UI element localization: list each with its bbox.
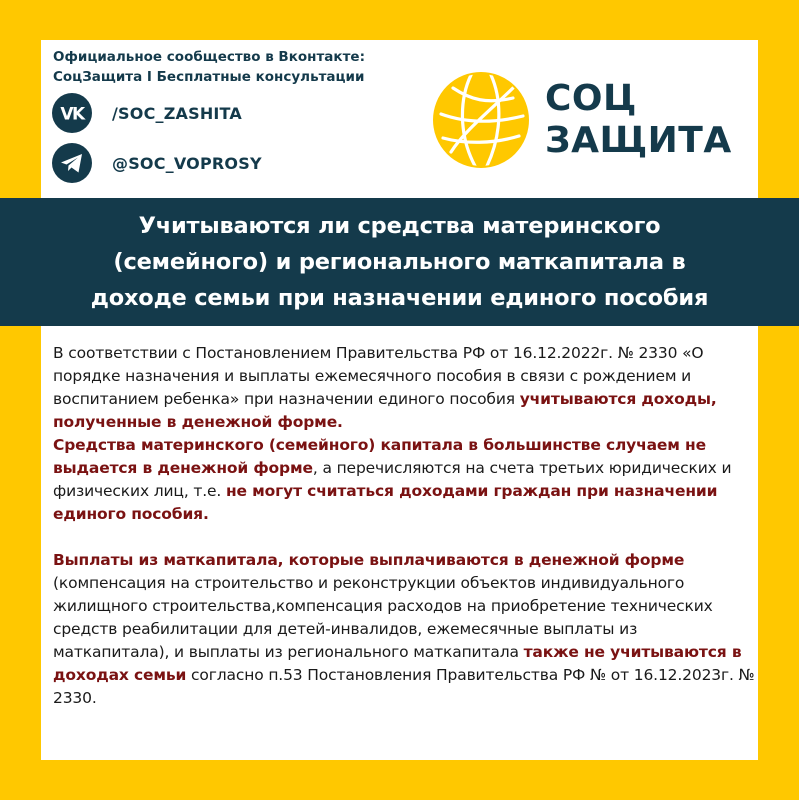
brand-line-2: ЗАЩИТА	[545, 120, 732, 161]
body-text	[53, 342, 755, 710]
telegram-icon	[52, 143, 92, 183]
brand-wordmark	[545, 78, 732, 162]
p2-highlight-2: не могут считаться доходами граждан при назначении единого пособия.	[53, 482, 718, 523]
paragraph-gap	[53, 526, 755, 549]
p1-highlight: учитываются доходы, полученные в денежной форме.	[53, 390, 717, 431]
p1-text: В соответствии с Постановлением Правительства РФ от 16.12.2022г. № 2330 «О порядке назначения и выплаты ежемесячного пособия в связи с рождением и воспитанием ребенка» при назначении единого пособия	[53, 344, 704, 408]
headline-line-2: (семейного) и регионального маткапитала в	[113, 249, 686, 275]
headline-line-3: доходе семьи при назначении единого пособия	[90, 285, 709, 311]
header-card	[41, 40, 758, 198]
community-info	[53, 47, 365, 87]
telegram-handle[interactable]: @SOC_VOPROSY	[112, 153, 262, 173]
vk-handle[interactable]: /SOC_ZASHITA	[112, 103, 243, 123]
p2-text: , а перечисляются на счета третьих юридических и физических лиц, т.е.	[53, 459, 732, 500]
brand-line-1: СОЦ	[545, 78, 637, 119]
headline	[91, 208, 708, 316]
p3-highlight-2: также не учитываются в доходах семьи	[53, 643, 742, 684]
telegram-link[interactable]	[52, 143, 262, 183]
vk-icon	[52, 93, 92, 133]
headline-band	[0, 198, 799, 326]
community-line-1: Официальное сообщество в Вконтакте:	[53, 49, 365, 65]
p3-highlight-1: Выплаты из маткапитала, которые выплачиваются в денежной форме	[53, 551, 685, 569]
paragraph-2	[53, 434, 755, 526]
p3-text-2: согласно п.53 Постановления Правительства РФ № от 16.12.2023г. № 2330.	[53, 666, 755, 707]
headline-line-1: Учитываются ли средства материнского	[138, 213, 661, 239]
p3-text-1: (компенсация на строительство и реконструкции объектов индивидуального жилищного строительства,компенсация расходов на приобретение технических средств реабилитации для детей-инвалидов, ежемесячные выплаты из маткапитала), и выплаты из регионального маткапитала	[53, 574, 713, 661]
p2-highlight-1: Средства материнского (семейного) капитала в большинстве случаем не выдается в денежной форме	[53, 436, 706, 477]
globe-logo-icon	[431, 70, 531, 170]
paragraph-3	[53, 549, 755, 710]
body-card	[41, 326, 758, 760]
paragraph-1	[53, 342, 755, 434]
vk-link[interactable]	[52, 93, 242, 133]
community-line-2: СоцЗащита I Бесплатные консультации	[53, 69, 365, 85]
svg-text:VK: VK	[60, 104, 84, 125]
